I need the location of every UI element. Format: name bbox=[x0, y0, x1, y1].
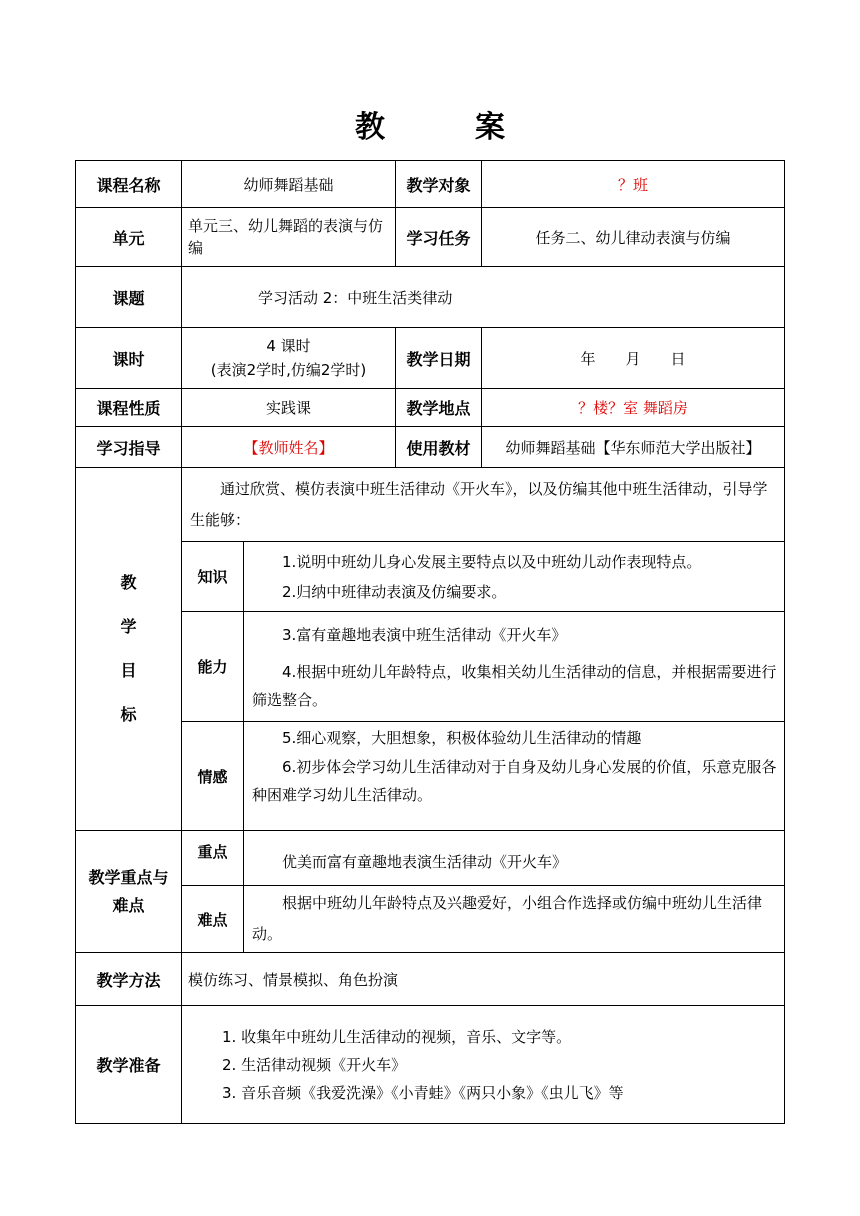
task-label: 学习任务 bbox=[396, 208, 482, 267]
topic-value: 学习活动 2：中班生活类律动 bbox=[182, 267, 785, 328]
emotion-item: 5.细心观察，大胆想象，积极体验幼儿生活律动的情趣 bbox=[282, 729, 642, 747]
methods-label: 教学方法 bbox=[76, 953, 182, 1006]
prep-content bbox=[182, 1006, 785, 1124]
difficulty-row bbox=[76, 886, 785, 953]
objectives-label-char: 标 bbox=[120, 705, 137, 724]
date-label: 教学日期 bbox=[396, 328, 482, 389]
ability-item: 4.根据中班幼儿年龄特点，收集相关幼儿生活律动的信息，并根据需要进行筛选整合。 bbox=[252, 662, 777, 709]
key-points-label: 教学重点与难点 bbox=[76, 831, 182, 953]
row-unit bbox=[76, 208, 785, 267]
textbook-value: 幼师舞蹈基础【华东师范大学出版社】 bbox=[482, 427, 785, 468]
task-value: 任务二、幼儿律动表演与仿编 bbox=[482, 208, 785, 267]
methods-value: 模仿练习、情景模拟、角色扮演 bbox=[182, 953, 785, 1006]
textbook-label: 使用教材 bbox=[396, 427, 482, 468]
course-name-label: 课程名称 bbox=[76, 161, 182, 208]
prep-item: 3. 音乐音频《我爱洗澡》《小青蛙》《两只小象》《虫儿飞》等 bbox=[222, 1083, 624, 1102]
document-title: 教 案 bbox=[355, 110, 535, 145]
methods-row bbox=[76, 953, 785, 1006]
emotion-item: 6.初步体会学习幼儿生活律动对于自身及幼儿身心发展的价值，乐意克服各种困难学习幼儿生活律动。 bbox=[252, 758, 777, 804]
row-topic bbox=[76, 267, 785, 328]
focus-value: 优美而富有童趣地表演生活律动《开火车》 bbox=[244, 831, 785, 886]
nature-value: 实践课 bbox=[182, 389, 396, 427]
prep-label: 教学准备 bbox=[76, 1006, 182, 1124]
knowledge-item: 2.归纳中班律动表演及仿编要求。 bbox=[282, 582, 507, 601]
row-guide bbox=[76, 427, 785, 468]
target-value: ？班 bbox=[482, 161, 785, 208]
knowledge-content bbox=[244, 542, 785, 612]
date-value: 年 月 日 bbox=[482, 328, 785, 389]
emotion-label: 情感 bbox=[182, 722, 244, 831]
hours-line-1: 4 课时 bbox=[266, 337, 311, 355]
ability-content bbox=[244, 612, 785, 722]
prep-item: 2. 生活律动视频《开火车》 bbox=[222, 1055, 407, 1074]
objectives-label-char: 目 bbox=[120, 661, 137, 680]
topic-label: 课题 bbox=[76, 267, 182, 328]
ability-item: 3.富有童趣地表演中班生活律动《开火车》 bbox=[282, 625, 567, 644]
prep-row bbox=[76, 1006, 785, 1124]
unit-value: 单元三、幼儿舞蹈的表演与仿编 bbox=[182, 208, 396, 267]
place-value: ？楼？室 舞蹈房 bbox=[482, 389, 785, 427]
knowledge-label: 知识 bbox=[182, 542, 244, 612]
place-label: 教学地点 bbox=[396, 389, 482, 427]
guide-value: 【教师姓名】 bbox=[182, 427, 396, 468]
ability-row bbox=[76, 612, 785, 722]
guide-label: 学习指导 bbox=[76, 427, 182, 468]
difficulty-label: 难点 bbox=[182, 886, 244, 953]
unit-label: 单元 bbox=[76, 208, 182, 267]
hours-line-2: (表演2学时,仿编2学时) bbox=[210, 361, 367, 379]
focus-label: 重点 bbox=[182, 831, 244, 886]
emotion-row bbox=[76, 722, 785, 831]
emotion-content bbox=[244, 722, 785, 831]
hours-value bbox=[182, 328, 396, 389]
objectives-intro-row bbox=[76, 468, 785, 542]
lesson-plan-table bbox=[75, 160, 785, 1124]
nature-label: 课程性质 bbox=[76, 389, 182, 427]
objectives-label bbox=[76, 468, 182, 831]
row-course bbox=[76, 161, 785, 208]
focus-row bbox=[76, 831, 785, 886]
course-name-value: 幼师舞蹈基础 bbox=[182, 161, 396, 208]
ability-label: 能力 bbox=[182, 612, 244, 722]
target-label: 教学对象 bbox=[396, 161, 482, 208]
objectives-label-char: 教 bbox=[120, 573, 137, 592]
prep-item: 1. 收集年中班幼儿生活律动的视频，音乐、文字等。 bbox=[222, 1027, 572, 1046]
objectives-intro: 通过欣赏、模仿表演中班生活律动《开火车》，以及仿编其他中班生活律动，引导学生能够： bbox=[182, 468, 785, 542]
objectives-label-char: 学 bbox=[120, 617, 137, 636]
knowledge-item: 1.说明中班幼儿身心发展主要特点以及中班幼儿动作表现特点。 bbox=[282, 552, 702, 571]
row-hours bbox=[76, 328, 785, 389]
difficulty-value: 根据中班幼儿年龄特点及兴趣爱好，小组合作选择或仿编中班幼儿生活律动。 bbox=[244, 886, 785, 953]
knowledge-row bbox=[76, 542, 785, 612]
hours-label: 课时 bbox=[76, 328, 182, 389]
row-nature bbox=[76, 389, 785, 427]
